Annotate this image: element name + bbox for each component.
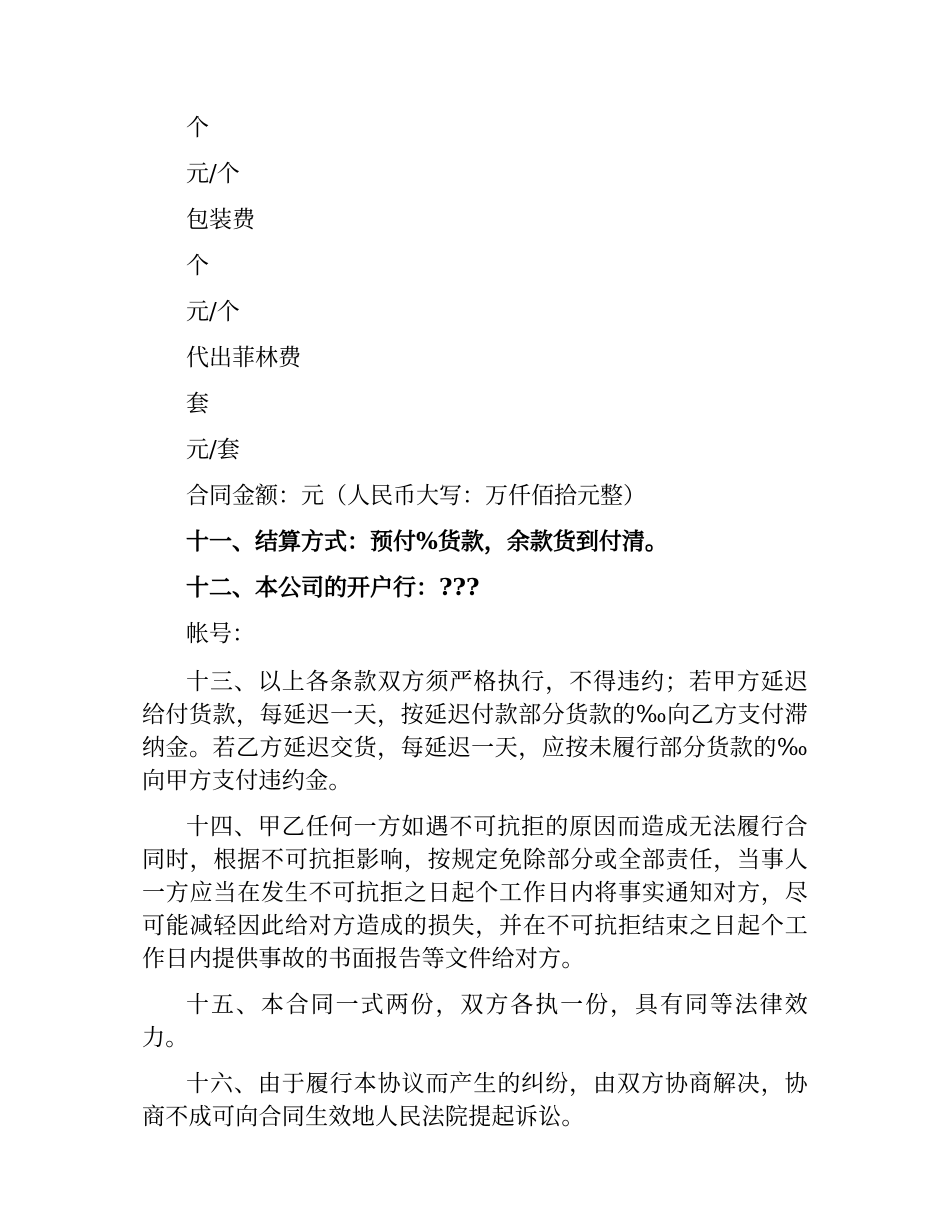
clause-13-breach: 十三、以上各条款双方须严格执行，不得违约；若甲方延迟给付货款，每延迟一天，按延迟付款部分货款的‰向乙方支付滞纳金。若乙方延迟交货，每延迟一天，应按未履行部分货款的‰向甲方支付违约金。 — [142, 669, 808, 794]
document-body — [142, 108, 808, 1147]
clause-16-disputes: 十六、由于履行本协议而产生的纠纷，由双方协商解决，协商不成可向合同生效地人民法院提起诉讼。 — [142, 1071, 808, 1130]
line-contract-amount: 合同金额：元（人民币大写：万仟佰拾元整） — [186, 483, 646, 509]
clause-14-force-majeure: 十四、甲乙任何一方如遇不可抗拒的原因而造成无法履行合同时，根据不可抗拒影响，按规定免除部分或全部责任，当事人一方应当在发生不可抗拒之日起个工作日内将事实通知对方，尽可能减轻因此给对方造成的损失，并在不可抗拒结束之日起个工作日内提供事故的书面报告等文件给对方。 — [142, 814, 808, 972]
line-price-per-piece: 元/个 — [186, 161, 240, 187]
line-film-fee: 代出菲林费 — [186, 345, 301, 371]
line-price-per-set: 元/套 — [186, 437, 240, 463]
clause-11-settlement: 十一、结算方式：预付%货款，余款货到付清。 — [186, 528, 668, 555]
line-packaging-fee: 包装费 — [186, 207, 255, 233]
clause-12-bank: 十二、本公司的开户行：??? — [186, 574, 480, 601]
account-number-label: 帐号： — [186, 621, 255, 647]
clause-15-copies: 十五、本合同一式两份，双方各执一份，具有同等法律效力。 — [142, 992, 808, 1051]
line-unit-set: 套 — [186, 391, 209, 417]
line-unit-piece-2: 个 — [186, 253, 209, 279]
line-price-per-piece-2: 元/个 — [186, 299, 240, 325]
line-unit-piece: 个 — [186, 115, 209, 141]
